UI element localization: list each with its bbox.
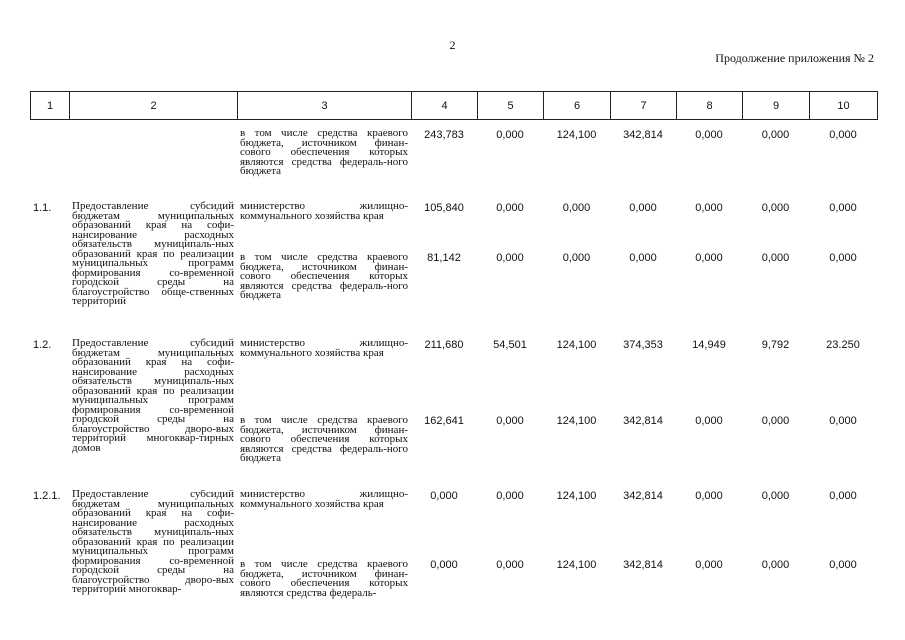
value-col-10: 0,000 — [829, 202, 857, 214]
header-col-2: 2 — [70, 92, 238, 120]
funding-source: в том числе средства краевого бюджета, источником финан-сового обеспечения которых являются средства федераль- — [240, 558, 408, 599]
header-col-6: 6 — [544, 92, 611, 120]
value-col-5: 0,000 — [496, 415, 524, 427]
value-col-5: 0,000 — [496, 202, 524, 214]
value-col-9: 0,000 — [761, 129, 790, 141]
value-col-6: 124,100 — [556, 415, 597, 427]
value-col-6: 124,100 — [556, 490, 597, 502]
table-row — [30, 129, 877, 189]
value-col-9: 0,000 — [761, 252, 790, 264]
header-col-7: 7 — [611, 92, 677, 120]
header-col-5: 5 — [478, 92, 544, 120]
measure-name: Предоставление субсидий бюджетам муниципальных образований края на софи-нансирование расходных обязательств муниципаль-ных образований края по реализации муниципальных программ формирования со-временной городской среды на благоустройство дворо-вых территорий многоквар- — [72, 490, 234, 595]
value-col-4: 211,680 — [424, 339, 464, 351]
value-col-6: 0,000 — [562, 252, 591, 264]
column-number-header — [30, 91, 878, 120]
funding-source: министерство жилищно-коммунального хозяйства края — [240, 200, 408, 222]
header-col-1: 1 — [31, 92, 70, 120]
funding-source: в том числе средства краевого бюджета, источником финан-сового обеспечения которых являются средства федераль-ного бюджета — [240, 251, 408, 301]
value-col-8: 0,000 — [695, 202, 723, 214]
value-col-4: 162,641 — [424, 415, 464, 427]
value-col-7: 342,814 — [623, 490, 663, 502]
value-col-8: 14,949 — [692, 339, 726, 351]
header-col-4: 4 — [412, 92, 478, 120]
measure-name: Предоставление субсидий бюджетам муниципальных образований края на софи-нансирование расходных обязательств муниципаль-ных образований края по реализации муниципальных программ формирования со-временной городской среды на благоустройство дворо-вых территорий многоквар-тирных домов — [72, 337, 234, 454]
page-number: 2 — [449, 38, 456, 52]
value-col-5: 0,000 — [496, 490, 524, 502]
value-col-5: 54,501 — [493, 339, 527, 351]
value-col-5: 0,000 — [496, 559, 524, 571]
row-index: 1.2. — [33, 339, 52, 351]
value-col-7: 0,000 — [629, 202, 657, 214]
value-col-10: 0,000 — [829, 559, 857, 571]
value-col-5: 0,000 — [496, 129, 524, 141]
value-col-8: 0,000 — [695, 252, 723, 264]
value-col-6: 0,000 — [562, 202, 591, 214]
value-col-10: 23.250 — [826, 339, 860, 351]
table-row — [30, 202, 877, 322]
value-col-7: 342,814 — [623, 559, 663, 571]
value-col-9: 0,000 — [761, 202, 790, 214]
row-index: 1.2.1. — [33, 490, 61, 502]
table-row — [30, 490, 877, 640]
value-col-10: 0,000 — [829, 490, 857, 502]
value-col-4: 243,783 — [424, 129, 464, 141]
funding-source: министерство жилищно-коммунального хозяйства края — [240, 337, 408, 359]
value-col-8: 0,000 — [695, 415, 723, 427]
header-col-9: 9 — [743, 92, 810, 120]
header-col-10: 10 — [810, 92, 878, 120]
value-col-4: 0,000 — [430, 559, 458, 571]
value-col-10: 0,000 — [829, 415, 857, 427]
value-col-10: 0,000 — [829, 252, 857, 264]
value-col-7: 342,814 — [623, 415, 663, 427]
value-col-9: 0,000 — [761, 559, 790, 571]
value-col-6: 124,100 — [556, 559, 597, 571]
value-col-9: 0,000 — [761, 415, 790, 427]
value-col-5: 0,000 — [496, 252, 524, 264]
value-col-8: 0,000 — [695, 559, 723, 571]
value-col-7: 374,353 — [623, 339, 663, 351]
continuation-label: Продолжение приложения № 2 — [715, 51, 874, 65]
value-col-7: 342,814 — [623, 129, 663, 141]
header-col-8: 8 — [677, 92, 743, 120]
measure-name: Предоставление субсидий бюджетам муниципальных образований края на софи-нансирование расходных обязательств муниципаль-ных образований края по реализации муниципальных программ формирования со-временной городской среды на благоустройство обще-ственных территорий — [72, 200, 234, 307]
funding-source: министерство жилищно-коммунального хозяйства края — [240, 490, 408, 510]
value-col-4: 105,840 — [424, 202, 464, 214]
value-col-7: 0,000 — [629, 252, 657, 264]
funding-source: в том числе средства краевого бюджета, источником финан-сового обеспечения которых являются средства федераль-ного бюджета — [240, 414, 408, 464]
value-col-9: 9,792 — [761, 339, 790, 351]
header-col-3: 3 — [238, 92, 412, 120]
value-col-6: 124,100 — [556, 129, 597, 141]
funding-source: в том числе средства краевого бюджета, источником финан-сового обеспечения которых являются средства федераль-ного бюджета — [240, 127, 408, 177]
value-col-9: 0,000 — [761, 490, 790, 502]
value-col-8: 0,000 — [695, 129, 723, 141]
value-col-10: 0,000 — [829, 129, 857, 141]
row-index: 1.1. — [33, 202, 52, 214]
value-col-4: 81,142 — [427, 252, 461, 264]
value-col-6: 124,100 — [556, 339, 597, 351]
value-col-4: 0,000 — [430, 490, 458, 502]
value-col-8: 0,000 — [695, 490, 723, 502]
table-row — [30, 339, 877, 469]
